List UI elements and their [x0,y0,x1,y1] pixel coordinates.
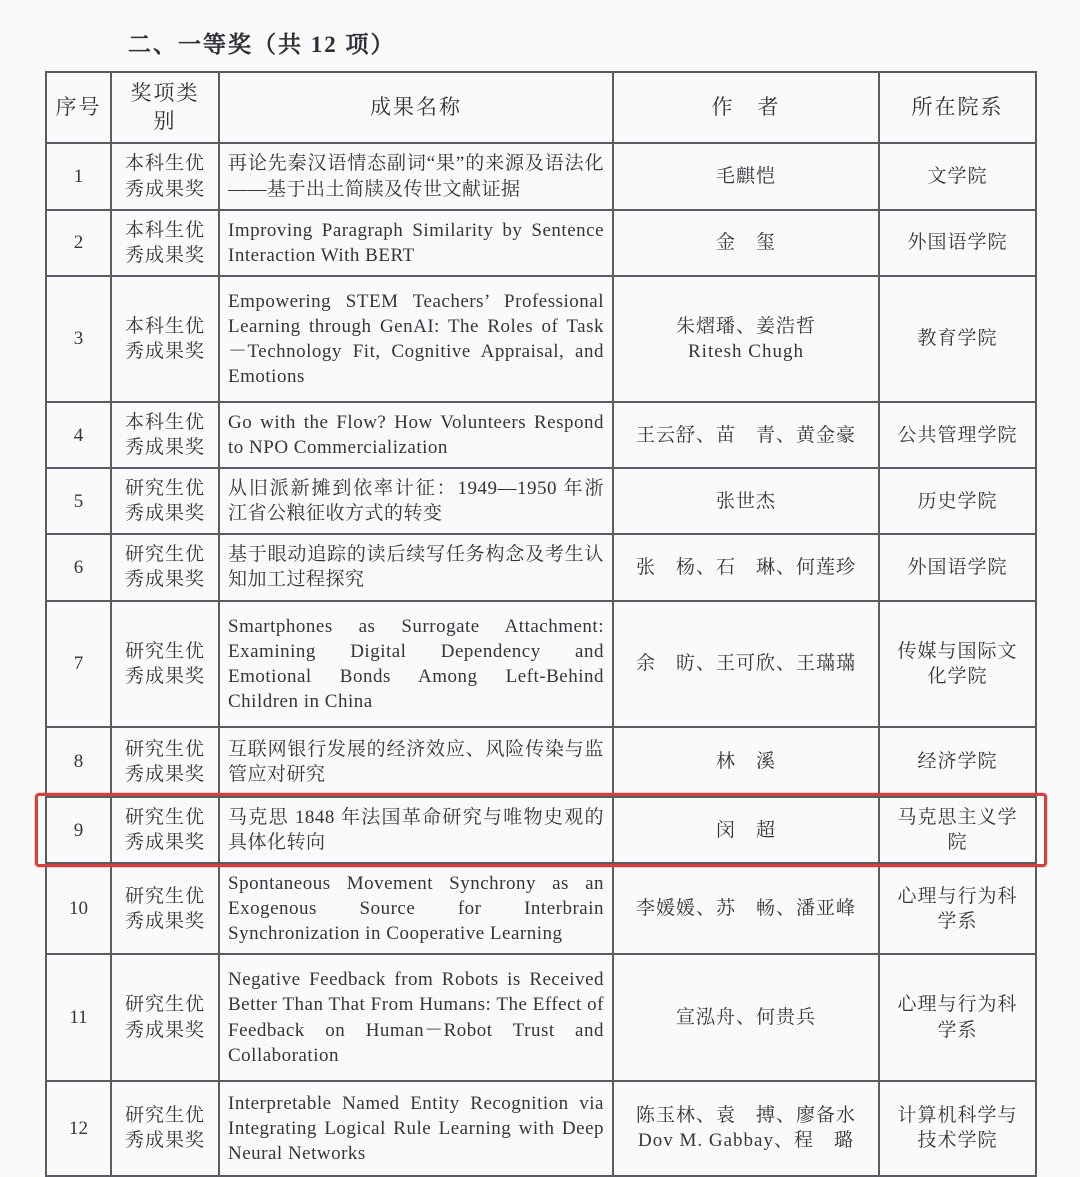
achievement-title: 再论先秦汉语情态副词“果”的来源及语法化——基于出土简牍及传世文献证据 [219,143,613,209]
table-header-row [46,72,1036,143]
row-number: 2 [46,210,111,276]
author-line: 朱熠璠、姜浩哲 [675,315,816,337]
authors: 金 玺 [613,210,879,276]
table-row [46,797,1036,863]
authors: 张 杨、石 琳、何莲珍 [613,534,879,600]
achievement-title: Smartphones as Surrogate Attachment: Examining Digital Dependency and Emotional Bonds Among Left-Behind Children in China [219,601,613,727]
row-number: 9 [46,797,111,863]
table-row [46,402,1036,468]
department: 马克思主义学院 [879,797,1036,863]
award-category: 研究生优秀成果奖 [111,797,219,863]
department: 外国语学院 [879,534,1036,600]
table-row [46,210,1036,276]
department: 经济学院 [879,727,1036,797]
award-category: 本科生优秀成果奖 [111,210,219,276]
table-row [46,276,1036,402]
award-category: 本科生优秀成果奖 [111,143,219,209]
author-line: Ritesh Chugh [688,340,804,362]
department: 外国语学院 [879,210,1036,276]
award-category: 本科生优秀成果奖 [111,402,219,468]
row-number: 5 [46,468,111,534]
row-number: 3 [46,276,111,402]
authors [613,1081,879,1176]
achievement-title: Interpretable Named Entity Recognition via Integrating Logical Rule Learning with Deep Neural Networks [219,1081,613,1176]
table-row [46,863,1036,954]
authors: 王云舒、苗 青、黄金豪 [613,402,879,468]
achievement-title: 基于眼动追踪的读后续写任务构念及考生认知加工过程探究 [219,534,613,600]
table-row [46,727,1036,797]
department: 心理与行为科学系 [879,954,1036,1080]
header-category: 奖项类别 [111,72,219,143]
achievement-title: Go with the Flow? How Volunteers Respond to NPO Commercialization [219,402,613,468]
department: 计算机科学与技术学院 [879,1081,1036,1176]
author-line: 陈玉林、袁 搏、廖备水 [635,1105,856,1127]
achievement-title: Empowering STEM Teachers’ Professional Learning through GenAI: The Roles of Task－Technology Fit, Cognitive Appraisal, and Emotions [219,276,613,402]
authors: 闵 超 [613,797,879,863]
row-number: 10 [46,863,111,954]
authors: 林 溪 [613,727,879,797]
header-authors: 作 者 [613,72,879,143]
achievement-title: Spontaneous Movement Synchrony as an Exogenous Source for Interbrain Synchronization in Cooperative Learning [219,863,613,954]
section-title: 二、一等奖（共 12 项） [128,32,396,57]
row-number: 1 [46,143,111,209]
award-category: 研究生优秀成果奖 [111,863,219,954]
department: 传媒与国际文化学院 [879,601,1036,727]
department: 历史学院 [879,468,1036,534]
achievement-title: 互联网银行发展的经济效应、风险传染与监管应对研究 [219,727,613,797]
row-number: 4 [46,402,111,468]
row-number: 7 [46,601,111,727]
row-number: 11 [46,954,111,1080]
awards-table [45,71,1037,1177]
award-category: 研究生优秀成果奖 [111,468,219,534]
department: 心理与行为科学系 [879,863,1036,954]
header-title: 成果名称 [219,72,613,143]
authors [613,276,879,402]
authors: 余 昉、王可欣、王璊璊 [613,601,879,727]
authors: 李媛媛、苏 畅、潘亚峰 [613,863,879,954]
authors: 宣泓舟、何贵兵 [613,954,879,1080]
header-department: 所在院系 [879,72,1036,143]
table-row [46,143,1036,209]
award-category: 研究生优秀成果奖 [111,727,219,797]
row-number: 8 [46,727,111,797]
authors: 毛麒恺 [613,143,879,209]
author-line: Dov M. Gabbay、程 璐 [638,1130,854,1152]
row-number: 12 [46,1081,111,1176]
department: 公共管理学院 [879,402,1036,468]
achievement-title: 从旧派新摊到依率计征：1949—1950 年浙江省公粮征收方式的转变 [219,468,613,534]
table-row [46,1081,1036,1176]
department: 文学院 [879,143,1036,209]
achievement-title: Negative Feedback from Robots is Received Better Than That From Humans: The Effect of Feedback on Human－Robot Trust and Collaboration [219,954,613,1080]
award-category: 研究生优秀成果奖 [111,1081,219,1176]
achievement-title: 马克思 1848 年法国革命研究与唯物史观的具体化转向 [219,797,613,863]
award-category: 研究生优秀成果奖 [111,954,219,1080]
award-category: 研究生优秀成果奖 [111,601,219,727]
row-number: 6 [46,534,111,600]
table-row [46,534,1036,600]
department: 教育学院 [879,276,1036,402]
table-row [46,468,1036,534]
authors: 张世杰 [613,468,879,534]
award-category: 本科生优秀成果奖 [111,276,219,402]
header-no: 序号 [46,72,111,143]
table-row [46,954,1036,1080]
table-row [46,601,1036,727]
achievement-title: Improving Paragraph Similarity by Sentence Interaction With BERT [219,210,613,276]
award-category: 研究生优秀成果奖 [111,534,219,600]
